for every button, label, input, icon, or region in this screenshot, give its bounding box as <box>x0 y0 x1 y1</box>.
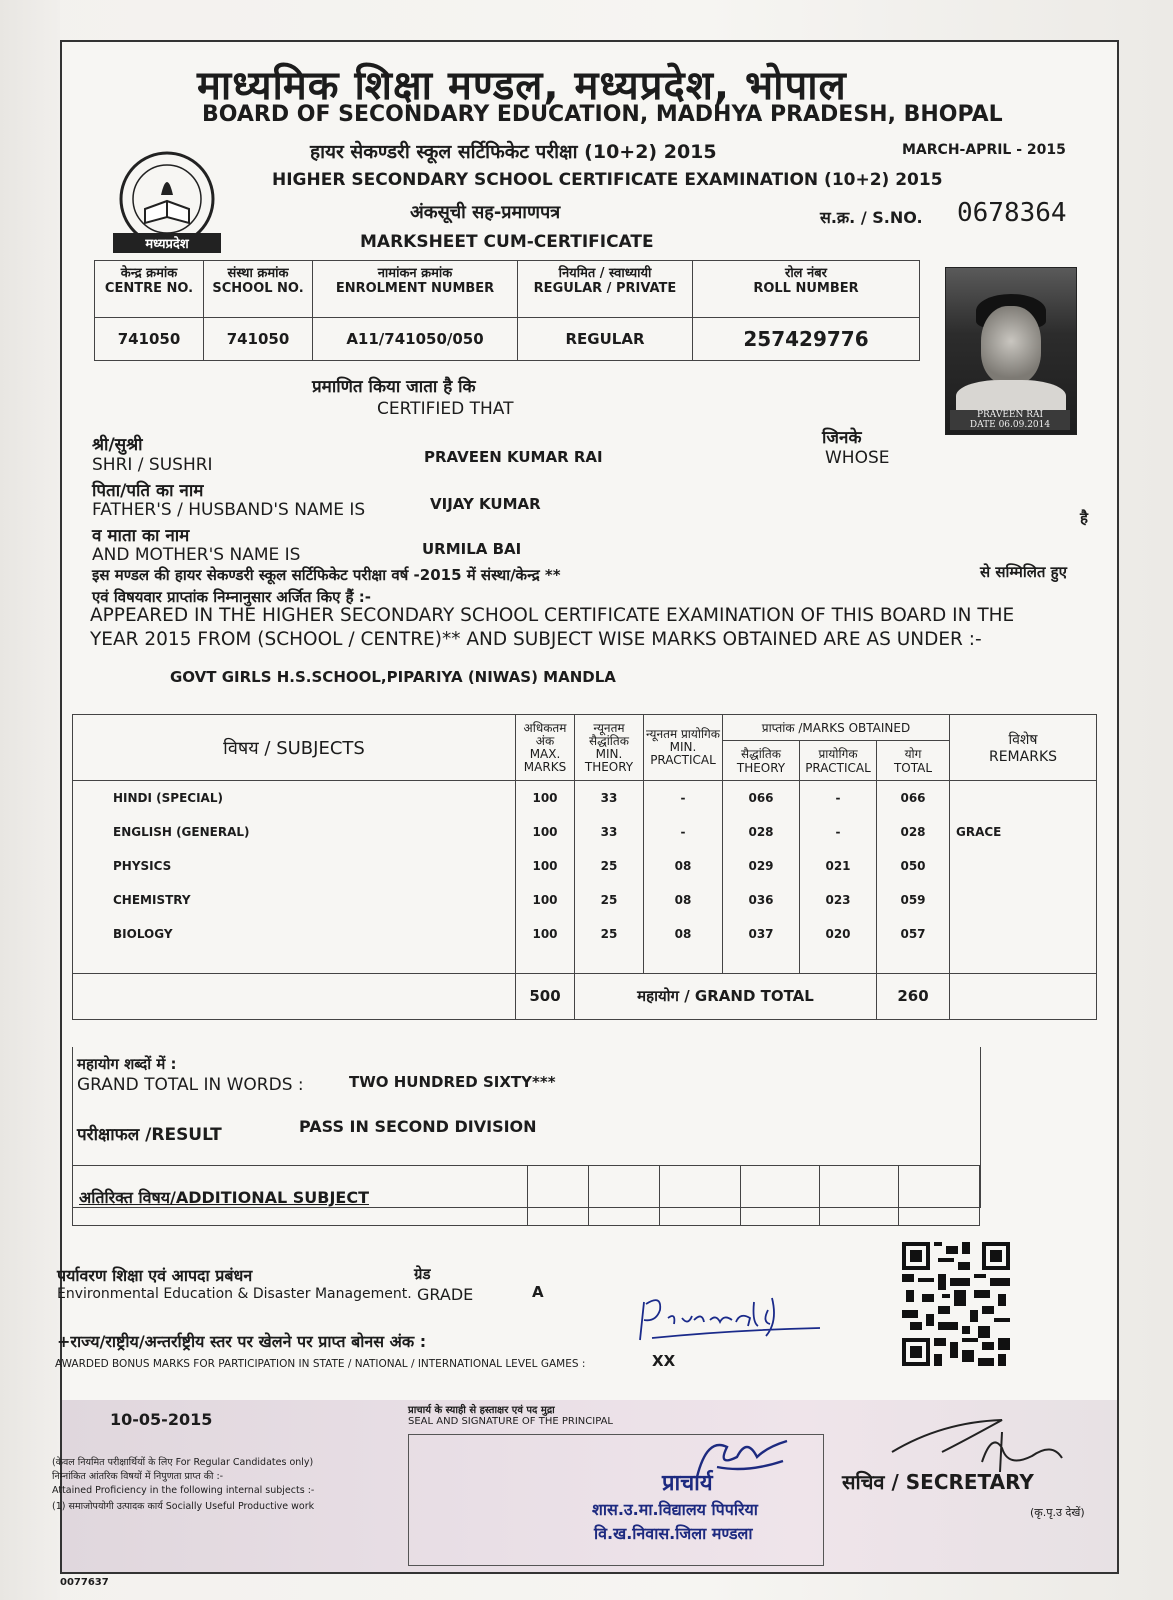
grand-total-value: 260 <box>877 973 950 1019</box>
practical-marks: - <box>800 815 877 849</box>
remarks <box>950 849 1097 883</box>
qr-code-icon <box>902 1242 1010 1366</box>
remarks <box>950 917 1097 951</box>
grand-max: 500 <box>516 973 575 1019</box>
exam-title-english: HIGHER SECONDARY SCHOOL CERTIFICATE EXAMINATION (10+2) 2015 <box>272 170 943 190</box>
hai-text: है <box>1080 509 1088 527</box>
marks-obtained-header: प्राप्तांक /MARKS OBTAINED <box>723 715 950 741</box>
min-practical: - <box>644 815 723 849</box>
env-label-hindi: पर्यावरण शिक्षा एवं आपदा प्रबंधन <box>57 1266 253 1285</box>
page-edge <box>0 0 60 1600</box>
principal-stamp-3: वि.ख.निवास.जिला मण्डला <box>594 1524 753 1543</box>
centre-no-value: 741050 <box>95 318 204 361</box>
result-label: परीक्षाफल /RESULT <box>77 1125 222 1145</box>
practical-marks: 020 <box>800 917 877 951</box>
grand-total-row <box>73 973 1097 1019</box>
subject-name: PHYSICS <box>73 849 516 883</box>
shri-label-hindi: श्री/सुश्री <box>92 435 143 455</box>
board-seal-icon <box>107 147 227 257</box>
school-no-header: संस्था क्रमांक SCHOOL NO. <box>204 261 313 318</box>
min-practical: 08 <box>644 917 723 951</box>
min-theory-header: न्यूनतम सैद्धांतिक MIN. THEORY <box>575 715 644 781</box>
principal-label-hindi: प्राचार्य के स्याही से हस्ताक्षर एवं पद मुद्रा <box>408 1405 555 1416</box>
marksheet-title-english: MARKSHEET CUM-CERTIFICATE <box>360 232 654 252</box>
exam-title-hindi: हायर सेकण्डरी स्कूल सर्टिफिकेट परीक्षा (10+2) 2015 <box>310 141 717 163</box>
regular-note-1: (केवल नियमित परीक्षार्थियों के लिए For Regular Candidates only) <box>52 1457 314 1468</box>
subject-name: HINDI (SPECIAL) <box>73 781 516 816</box>
certified-hindi: प्रमाणित किया जाता है कि <box>312 377 476 397</box>
theory-header: सैद्धांतिक THEORY <box>723 741 800 781</box>
subject-name: BIOLOGY <box>73 917 516 951</box>
result-value: PASS IN SECOND DIVISION <box>299 1117 537 1136</box>
remarks-header: विशेष REMARKS <box>950 715 1097 781</box>
remarks: GRACE <box>950 815 1097 849</box>
total-marks: 059 <box>877 883 950 917</box>
mother-label-english: AND MOTHER'S NAME IS <box>92 545 301 565</box>
appeared-hindi-1: इस मण्डल की हायर सेकण्डरी स्कूल सर्टिफिकेट परीक्षा वर्ष -2015 में संस्था/केन्द्र ** <box>92 566 561 584</box>
appeared-english-2: YEAR 2015 FROM (SCHOOL / CENTRE)** AND SUBJECT WISE MARKS OBTAINED ARE AS UNDER :- <box>90 629 982 650</box>
appeared-hindi-1b: से सम्मिलित हुए <box>980 563 1067 581</box>
enrolment-value: A11/741050/050 <box>313 318 518 361</box>
words-label-hindi: महायोग शब्दों में : <box>77 1055 177 1073</box>
board-title-hindi: माध्यमिक शिक्षा मण्डल, मध्यप्रदेश, भोपाल <box>197 63 847 109</box>
roll-number-header: रोल नंबर ROLL NUMBER <box>693 261 920 318</box>
enrolment-header: नामांकन क्रमांक ENROLMENT NUMBER <box>313 261 518 318</box>
principal-stamp-2: शास.उ.मा.विद्यालय पिपरिया <box>592 1500 758 1519</box>
subject-row <box>73 917 1097 951</box>
env-label-english: Environmental Education & Disaster Management. <box>57 1286 412 1302</box>
regular-note-3: Attained Proficiency in the following internal subjects :- <box>52 1485 315 1496</box>
max-marks: 100 <box>516 917 575 951</box>
shri-label-english: SHRI / SUSHRI <box>92 455 213 475</box>
min-practical: 08 <box>644 849 723 883</box>
total-marks: 066 <box>877 781 950 816</box>
roll-number-value: 257429776 <box>693 318 920 361</box>
min-practical-header: न्यूनतम प्रायोगिक MIN. PRACTICAL <box>644 715 723 781</box>
subject-name: CHEMISTRY <box>73 883 516 917</box>
max-marks: 100 <box>516 781 575 816</box>
issue-date: 10-05-2015 <box>110 1410 213 1429</box>
candidate-photo <box>945 267 1077 435</box>
regular-note-4: (1) समाजोपयोगी उत्पादक कार्य Socially Useful Productive work <box>52 1501 315 1512</box>
bonus-label-hindi: +राज्य/राष्ट्रीय/अन्तर्राष्ट्रीय स्तर पर खेलने पर प्राप्त बोनस अंक : <box>57 1332 427 1351</box>
candidate-signature <box>632 1292 832 1352</box>
certified-english: CERTIFIED THAT <box>377 399 514 419</box>
theory-marks: 029 <box>723 849 800 883</box>
max-marks: 100 <box>516 883 575 917</box>
mother-label-hindi: व माता का नाम <box>92 526 190 546</box>
theory-marks: 028 <box>723 815 800 849</box>
bonus-label-english: AWARDED BONUS MARKS FOR PARTICIPATION IN STATE / NATIONAL / INTERNATIONAL LEVEL GAMES : <box>55 1358 586 1370</box>
father-label-hindi: पिता/पति का नाम <box>92 481 204 501</box>
theory-marks: 036 <box>723 883 800 917</box>
practical-marks: - <box>800 781 877 816</box>
max-marks: 100 <box>516 849 575 883</box>
principal-label-english: SEAL AND SIGNATURE OF THE PRINCIPAL <box>408 1416 613 1427</box>
serial-number: 0678364 <box>957 198 1067 228</box>
subject-row <box>73 815 1097 849</box>
min-theory: 25 <box>575 849 644 883</box>
additional-subject-table <box>72 1165 980 1226</box>
candidate-name: PRAVEEN KUMAR RAI <box>424 448 603 466</box>
photo-caption-date: DATE 06.09.2014 <box>969 420 1051 430</box>
board-title-english: BOARD OF SECONDARY EDUCATION, MADHYA PRADESH, BHOPAL <box>202 102 1003 127</box>
candidate-id-table <box>94 260 920 361</box>
father-name: VIJAY KUMAR <box>430 495 541 513</box>
max-marks: 100 <box>516 815 575 849</box>
grand-total-label: महायोग / GRAND TOTAL <box>575 973 877 1019</box>
subjects-header: विषय / SUBJECTS <box>73 715 516 781</box>
theory-marks: 066 <box>723 781 800 816</box>
min-theory: 33 <box>575 781 644 816</box>
grade-value: A <box>532 1283 544 1301</box>
total-marks: 057 <box>877 917 950 951</box>
bonus-value: XX <box>652 1352 676 1370</box>
exam-session: MARCH-APRIL - 2015 <box>902 142 1066 158</box>
whose-english: WHOSE <box>825 448 890 468</box>
school-no-value: 741050 <box>204 318 313 361</box>
practical-marks: 021 <box>800 849 877 883</box>
min-practical: - <box>644 781 723 816</box>
additional-subject-label: अतिरिक्त विषय/ADDITIONAL SUBJECT <box>79 1188 370 1207</box>
school-name: GOVT GIRLS H.S.SCHOOL,PIPARIYA (NIWAS) MANDLA <box>170 668 616 686</box>
principal-stamp-1: प्राचार्य <box>662 1471 713 1496</box>
words-label-english: GRAND TOTAL IN WORDS : <box>77 1075 304 1095</box>
centre-no-header: केन्द्र क्रमांक CENTRE NO. <box>95 261 204 318</box>
subject-row <box>73 781 1097 816</box>
subject-row <box>73 883 1097 917</box>
appeared-english-1: APPEARED IN THE HIGHER SECONDARY SCHOOL CERTIFICATE EXAMINATION OF THIS BOARD IN THE <box>90 605 1015 626</box>
total-header: योग TOTAL <box>877 741 950 781</box>
whose-hindi: जिनके <box>822 428 862 448</box>
grand-total-words: TWO HUNDRED SIXTY*** <box>349 1073 556 1091</box>
bottom-serial: 0077637 <box>60 1577 109 1588</box>
photo-caption-name: PRAVEEN RAI <box>976 410 1044 420</box>
seal-label: मध्यप्रदेश <box>145 237 189 252</box>
subject-row <box>73 849 1097 883</box>
regular-private-header: नियमित / स्वाध्यायी REGULAR / PRIVATE <box>518 261 693 318</box>
subject-name: ENGLISH (GENERAL) <box>73 815 516 849</box>
remarks <box>950 781 1097 816</box>
regular-private-value: REGULAR <box>518 318 693 361</box>
min-theory: 33 <box>575 815 644 849</box>
total-marks: 050 <box>877 849 950 883</box>
marksheet <box>52 40 1119 1574</box>
serial-number-label: स.क्र. / S.NO. <box>820 208 923 227</box>
grade-label-english: GRADE <box>417 1285 474 1304</box>
appeared-hindi-2: एवं विषयवार प्राप्तांक निम्नानुसार अर्जित किए हैं :- <box>92 588 372 606</box>
marks-table <box>72 714 1097 1020</box>
mother-name: URMILA BAI <box>422 540 522 558</box>
pto-note: (कृ.पृ.उ देखें) <box>1030 1506 1085 1519</box>
regular-note-2: निम्नांकित आंतरिक विषयों में निपुणता प्राप्त की :- <box>52 1471 224 1482</box>
secretary-label: सचिव / SECRETARY <box>842 1470 1034 1494</box>
practical-header: प्रायोगिक PRACTICAL <box>800 741 877 781</box>
marksheet-title-hindi: अंकसूची सह-प्रमाणपत्र <box>410 202 561 223</box>
remarks <box>950 883 1097 917</box>
max-marks-header: अधिकतम अंक MAX. MARKS <box>516 715 575 781</box>
theory-marks: 037 <box>723 917 800 951</box>
min-practical: 08 <box>644 883 723 917</box>
min-theory: 25 <box>575 883 644 917</box>
father-label-english: FATHER'S / HUSBAND'S NAME IS <box>92 500 366 520</box>
total-marks: 028 <box>877 815 950 849</box>
min-theory: 25 <box>575 917 644 951</box>
grade-label-hindi: ग्रेड <box>414 1265 431 1283</box>
practical-marks: 023 <box>800 883 877 917</box>
